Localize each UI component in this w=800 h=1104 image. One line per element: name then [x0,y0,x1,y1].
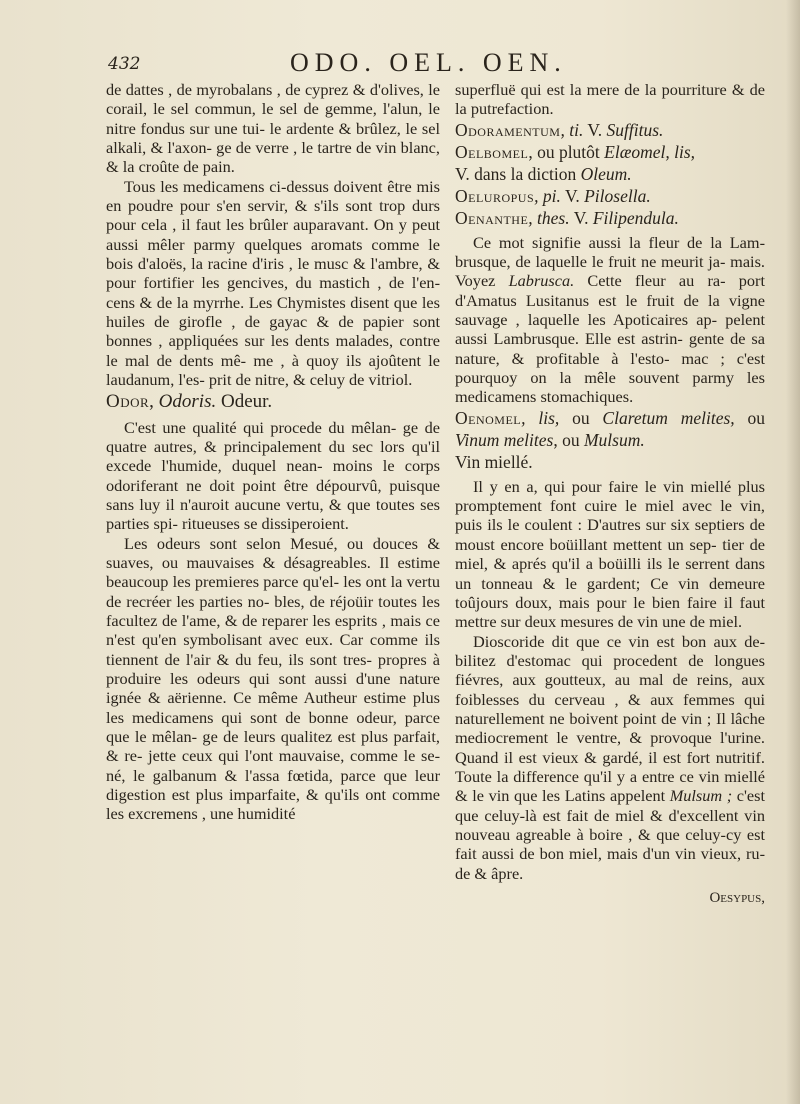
text-line: l'urine. Quand il est vieux & gardé, il est [455,728,765,767]
text-line: auparavant. On y peut aussi mêler parmy [106,215,441,254]
text-line: bien faire il faut mettre sur deux mesures de [455,592,765,632]
text-line: sont de bonne odeur, parce que le mêlan- [106,707,441,746]
entry-word: Odoramentum [455,119,561,140]
paragraph-oenomel-preparation [455,477,765,632]
entry-alternate: Claretum melites, [602,407,735,428]
text-line: ont comme les excremens , une humidité [106,785,440,824]
entry-heading-odor: Odor, Odoris. Odeur. [106,390,273,412]
text-line: ge de verre , le tartre de vin blanc, & la [106,138,440,177]
text-line: la racine d'iris , le musc & l'ambre, & pour [106,254,440,293]
paragraph-ingredients [106,80,440,177]
text-line: qu'en symbolisant avec eux. Car comme [141,630,418,650]
text-line: mac ; c'est pourquoy on la mêle souvent [455,348,765,388]
text-line: Autheur estime plus les medicamens qui [106,688,441,727]
text-line: fortifier les gencives, du mastich , de l'en- [143,273,440,293]
text-line: serrent dans un tonneau & le gardent; Ce [455,554,765,593]
entry-connector: , ou [553,429,580,450]
text-line: aussi de bon miel, mais d'un vin vieux, ru- [481,844,765,864]
right-column [455,80,765,908]
entry-word: Oeluropus [455,185,535,206]
entry-french: Odeur. [220,390,273,412]
text-line: de la putrefaction. [455,80,765,119]
see-marker: V. [573,207,589,228]
text-line: croûte de pain. [138,157,235,177]
text-line: Cette fleur au ra- [574,271,726,291]
page-header [108,48,768,82]
text-line: fort nutritif. Toute la difference qu'il y a [455,747,765,786]
text-line: c'est que celuy-là est [455,786,765,825]
text-line: bles, de réjoüir toutes les facultez de l'ame, [106,591,440,630]
latin-term: Mulsum ; [669,786,733,806]
paragraph-oenomel-virtues [455,632,765,883]
entry-genitive: Odoris. [158,390,217,412]
entry-connector: ou [572,407,590,428]
entry-word: Oenomel [455,407,522,428]
text-line: sont trop durs pour cela , il faut les brûler [106,196,440,235]
running-title: ODO. OEL. OEN. [290,48,567,77]
text-line: foiblesses du cerveau , & aux femmes qui [455,689,765,709]
text-line: de dattes , de myrobalans , de cyprez & [106,80,366,99]
text-line: papier sont bonnes , appliquées sur les [106,312,441,351]
text-line: leur digestion est plus imparfaite, & qu'ils [106,765,440,805]
entry-heading-odoramentum [455,119,765,141]
text-line: ge de quatre autres, & principalement du [106,417,440,456]
text-line: promptement font cuire le miel avec le vin, [455,496,765,516]
entry-genitive: , lis, [521,407,560,428]
text-line: puis ils le coulent : D'autres sur six septiers [455,515,745,535]
text-line: de moust encore boüillant mettent un sep- [455,515,765,554]
text-line: entre ce vin miellé & le vin que les Latins [455,766,765,806]
entry-connector: , ou plutôt [528,141,600,162]
text-line: Tous les medicamens ci-dessus doivent [124,176,383,196]
text-line: prit de nitre, & celuy de vitriol. [208,370,413,390]
entry-word: Oelbomel [455,141,529,162]
text-line: gemme, l'alun, le nitre fondus sur une tui- [106,99,440,138]
text-line: sec lors qu'il excede l'humide, duquel nean- [106,436,440,476]
text-line: me , à quoy ils ajoûtent le laudanum, l'es- [106,350,441,390]
text-line: Dioscoride dit que ce vin est bon aux de- [473,631,765,651]
text-line: d'olives, le corail, le sel commun, le sel de [106,80,440,119]
text-line: superfluë qui est la mere de la pourriture & [455,80,745,99]
entry-genitive: , thes. [528,207,570,228]
text-line: les ont la vertu de recréer les parties no- [106,572,440,611]
text-line: fait de miel & d'excellent vin nouveau [455,805,765,844]
text-line: parmy les medicamens stomachiques. [455,368,765,407]
text-line: quelques aromats comme le bois d'aloës, [106,234,441,274]
entry-word: Oenanthe [455,207,529,228]
see-marker: V. [564,185,580,206]
page-edge-shadow [786,0,800,1104]
text-line: aucune vertu, & que toutes ses parties spi- [106,494,441,534]
text-line: être mis en poudre pour s'en servir, & s'ils [106,176,440,216]
paragraph-odor-definition [106,418,440,534]
text-line: jette ceux qui l'ont mauvaise, comme le se- [148,746,441,766]
entry-alternate: Vinum melites [455,429,554,450]
text-line: moins le corps odoriferant ne doit point [106,456,440,495]
text-line: & suaves, ou mauvaises & désagreables. Il [106,533,440,572]
paragraph-preparation [106,177,440,390]
catchword: Oesypus, [709,890,765,906]
left-column [106,80,440,824]
paragraph-odor-kinds [106,534,440,824]
text-line: de & âpre. [455,863,524,883]
entry-heading-oenomel [455,407,765,473]
text-line: cens & de la myrrhe. Les Chymistes disent [106,292,390,312]
see-marker: V. dans la diction [455,163,577,184]
text-line: dents malades, contre le mal de dents mê- [106,331,440,370]
text-line: vigne sauvage , laquelle les Apoticaires ap- [455,290,765,330]
text-line: être dépourvû, puisque sans luy il n'auroit [106,475,441,514]
entry-word: Odor [106,390,150,412]
entry-heading-oeluropus [455,185,765,207]
entry-genitive: , pi. [534,185,561,206]
text-line: gente de sa nature, & profitable à l'esto- [455,329,765,368]
paragraph-oenanthe [455,233,765,407]
text-line: que les huiles de girofle , de gayac & de [106,292,440,332]
paragraph-continuation [455,80,765,119]
cross-reference: Filipendula. [592,207,679,228]
entry-genitive: , ti. [560,119,584,140]
text-line: appelent [609,786,666,806]
cross-reference: Oleum. [580,163,632,184]
text-line: ils tiennent de l'air & du feu, ils sont tres- [106,630,440,669]
text-line: Ce mot signifie aussi la fleur de la Lam- [473,232,765,252]
text-line: agreable à boire , & que celuy-cy est fait [455,824,765,864]
text-line: fiévres, aux goutteux, au mal de reins, aux [455,670,765,690]
text-line: bilitez d'estomac qui procedent de longues [455,650,765,670]
text-line: né, le galbanum & l'assa fœtida, parce que [106,765,407,785]
text-line: vin une de miel. [637,612,743,632]
text-line: naturellement ne boivent point de vin ; Il [455,708,726,728]
text-line: & de reparer les esprits , mais ce n'est [106,610,440,650]
see-marker: V. [587,119,603,140]
text-line: tier de miel, & aprés qu'il a boüilli ils le [455,534,766,574]
cross-reference: Labrusca. [508,271,575,291]
text-line: le ardente & brûlez, le sel alkali, & l'axon- [106,118,440,158]
text-line: mais. Voyez [455,252,765,291]
text-line: d'une nature ignée & aërienne. Ce même [106,668,440,708]
entry-heading-oelbomel [455,141,765,185]
cross-reference: Suffitus. [606,119,664,140]
cross-reference: Pilosella. [584,185,651,206]
entry-alternate: Elæomel, lis, [604,141,696,162]
text-line: Les odeurs sont selon Mesué, ou douces [124,533,418,553]
text-line: pelent aussi Lambrusque. Elle est astrin- [455,310,765,349]
text-line: lâche mediocrement le ventre, & provoque [455,708,765,748]
text-line: brusque, de laquelle le fruit ne meurit ja- [455,252,726,272]
text-line: estime beaucoup les premieres parce qu'el- [106,552,440,592]
text-line: Il y en a, qui pour faire le vin miellé plus [473,476,765,496]
entry-french: Vin miellé. [455,451,533,472]
entry-alternate: Mulsum. [583,429,645,450]
text-line: ritueuses se dissiperoient. [181,514,349,534]
text-line: ge de leurs qualitez est plus parfait, & re- [106,727,440,766]
page-number: 432 [108,54,141,74]
text-line: port d'Amatus Lusitanus est le fruit de la [455,271,765,310]
entry-connector: ou [747,407,765,428]
text-line: C'est une qualité qui procede du mêlan- [124,417,397,437]
text-line: vin demeure toûjours doux, mais pour le [455,573,766,612]
entry-heading-oenanthe [455,207,765,229]
text-line: propres à produire les odeurs qui sont aussi [106,649,440,688]
